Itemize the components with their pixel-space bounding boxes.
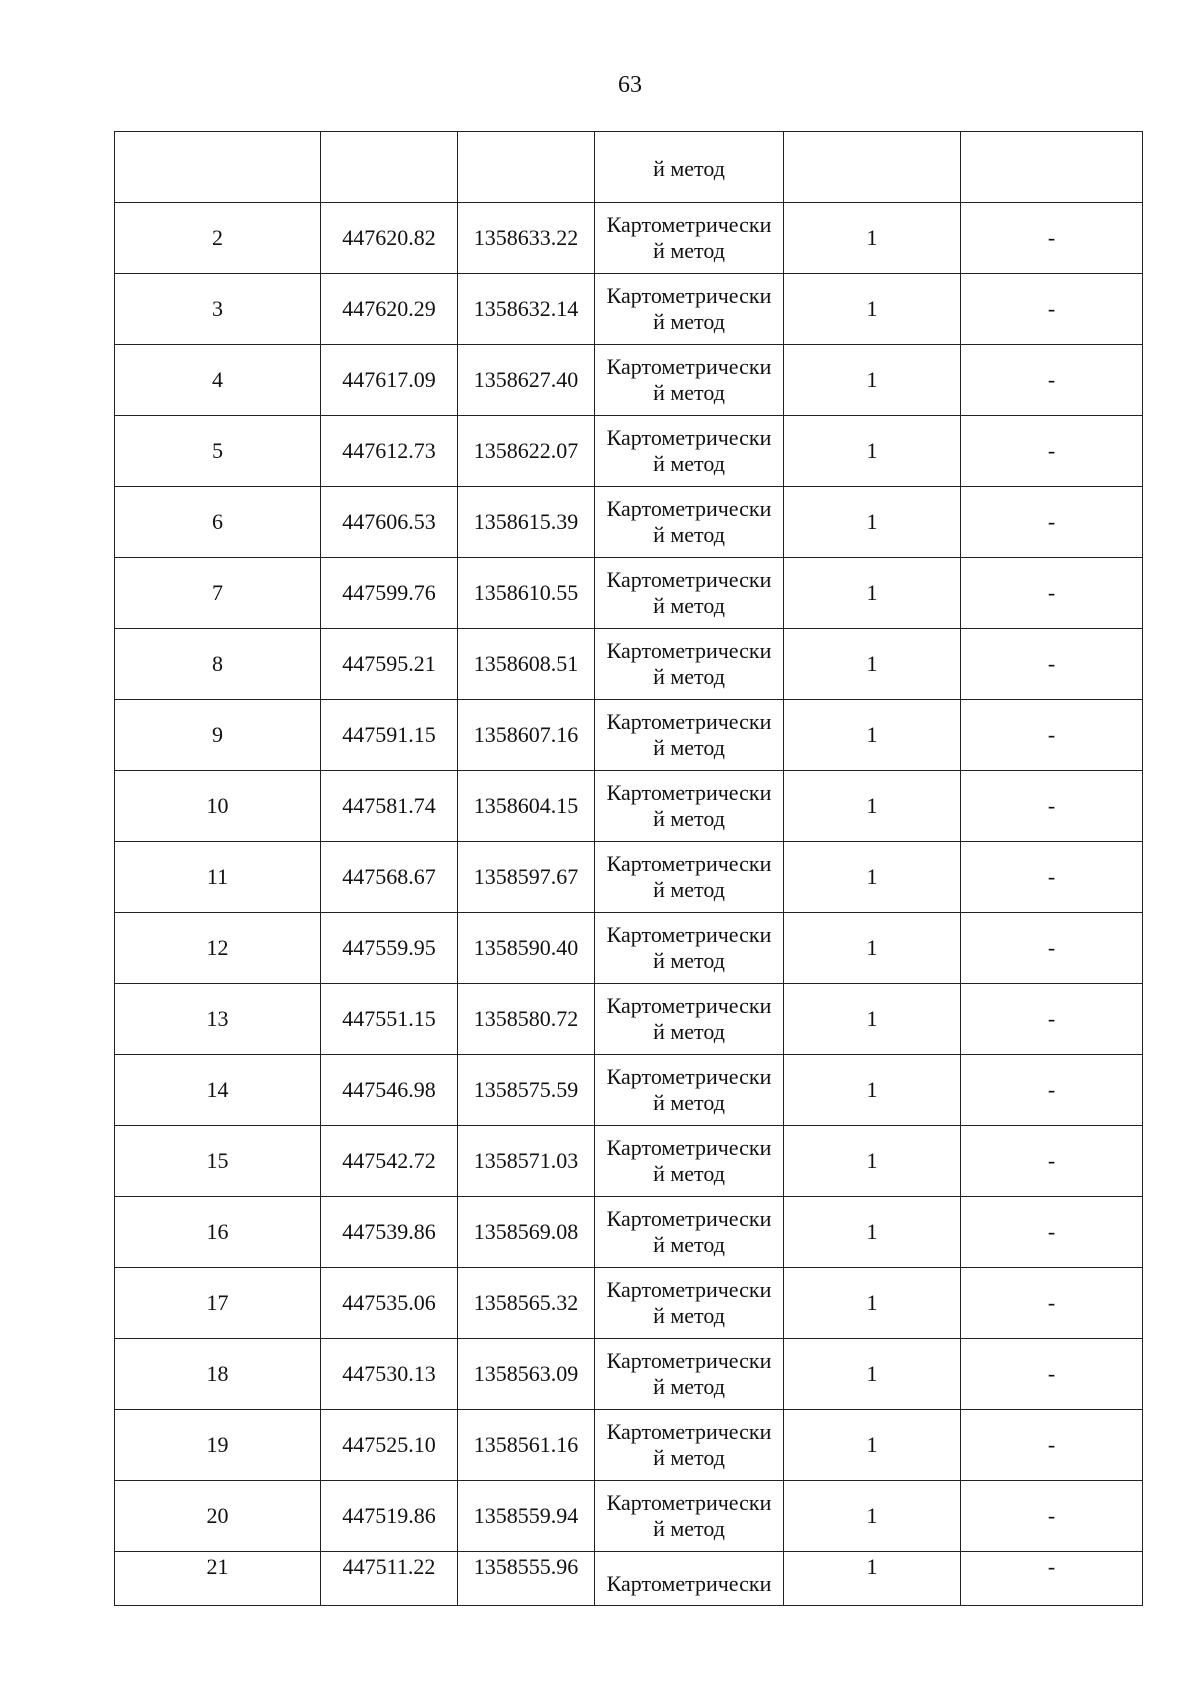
cell-x: 447535.06	[321, 1268, 458, 1339]
table-row	[115, 487, 1143, 558]
method-line-2: й метод	[653, 1445, 725, 1470]
cell-accuracy: 1	[784, 1410, 961, 1481]
cell-method	[595, 984, 784, 1055]
method-line-2: й метод	[653, 1516, 725, 1541]
cell-method	[595, 913, 784, 984]
cell-x: 447519.86	[321, 1481, 458, 1552]
cell-note: -	[961, 1552, 1143, 1606]
cell-accuracy: 1	[784, 1197, 961, 1268]
cell-note: -	[961, 1481, 1143, 1552]
cell-note: -	[961, 1055, 1143, 1126]
table-row	[115, 700, 1143, 771]
cell-method	[595, 1268, 784, 1339]
cell-x: 447612.73	[321, 416, 458, 487]
cell-accuracy: 1	[784, 1339, 961, 1410]
cell-note: -	[961, 1410, 1143, 1481]
cell-x: 447568.67	[321, 842, 458, 913]
method-line-2: й метод	[653, 806, 725, 831]
cell-y: 1358575.59	[458, 1055, 595, 1126]
table-row	[115, 558, 1143, 629]
cell-point-number: 6	[115, 487, 321, 558]
cell-accuracy: 1	[784, 913, 961, 984]
table-row	[115, 842, 1143, 913]
cell-note	[961, 132, 1143, 203]
cell-accuracy: 1	[784, 1268, 961, 1339]
cell-accuracy: 1	[784, 1126, 961, 1197]
cell-note: -	[961, 1197, 1143, 1268]
cell-x: 447530.13	[321, 1339, 458, 1410]
cell-note: -	[961, 1126, 1143, 1197]
cell-method	[595, 416, 784, 487]
method-line-1: Картометрически	[606, 993, 772, 1018]
cell-point-number: 5	[115, 416, 321, 487]
cell-y: 1358615.39	[458, 487, 595, 558]
cell-method	[595, 1339, 784, 1410]
cell-point-number: 17	[115, 1268, 321, 1339]
method-line-2: й метод	[653, 948, 725, 973]
cell-x: 447546.98	[321, 1055, 458, 1126]
method-line-2: й метод	[653, 1232, 725, 1257]
method-line-2: й метод	[653, 1374, 725, 1399]
table-row	[115, 1197, 1143, 1268]
cell-accuracy: 1	[784, 558, 961, 629]
cell-accuracy: 1	[784, 700, 961, 771]
method-line-1: Картометрически	[606, 1419, 772, 1444]
method-line-1: Картометрически	[606, 780, 772, 805]
table-row-last	[115, 1552, 1143, 1606]
method-line-2: й метод	[653, 877, 725, 902]
method-line-2: й метод	[653, 1019, 725, 1044]
cell-note: -	[961, 913, 1143, 984]
cell-point-number: 20	[115, 1481, 321, 1552]
table-row	[115, 345, 1143, 416]
cell-method	[595, 203, 784, 274]
cell-accuracy: 1	[784, 203, 961, 274]
method-line-2: й метод	[653, 522, 725, 547]
cell-note: -	[961, 203, 1143, 274]
cell-method	[595, 487, 784, 558]
cell-y: 1358597.67	[458, 842, 595, 913]
cell-x: 447620.29	[321, 274, 458, 345]
cell-accuracy: 1	[784, 771, 961, 842]
cell-y: 1358632.14	[458, 274, 595, 345]
cell-x: 447620.82	[321, 203, 458, 274]
cell-point-number: 19	[115, 1410, 321, 1481]
cell-point-number: 11	[115, 842, 321, 913]
cell-y: 1358608.51	[458, 629, 595, 700]
cell-method	[595, 345, 784, 416]
cell-note: -	[961, 984, 1143, 1055]
cell-y: 1358604.15	[458, 771, 595, 842]
cell-note: -	[961, 487, 1143, 558]
cell-accuracy: 1	[784, 1552, 961, 1606]
method-line-1: Картометрически	[606, 496, 772, 521]
table-row	[115, 274, 1143, 345]
cell-note: -	[961, 274, 1143, 345]
method-line-1: Картометрически	[606, 354, 772, 379]
cell-method	[595, 629, 784, 700]
cell-x: 447525.10	[321, 1410, 458, 1481]
cell-y	[458, 132, 595, 203]
method-line-1: Картометрически	[606, 922, 772, 947]
cell-point-number	[115, 132, 321, 203]
cell-y: 1358633.22	[458, 203, 595, 274]
cell-method: й метод	[595, 132, 784, 203]
method-line-1: Картометрически	[606, 1206, 772, 1231]
method-line-2: й метод	[653, 593, 725, 618]
table-row	[115, 203, 1143, 274]
cell-x: 447551.15	[321, 984, 458, 1055]
cell-accuracy: 1	[784, 416, 961, 487]
method-line-1: Картометрически	[606, 1348, 772, 1373]
cell-note: -	[961, 558, 1143, 629]
table-row-continuation	[115, 132, 1143, 203]
table-row	[115, 629, 1143, 700]
method-line-1: Картометрически	[606, 1135, 772, 1160]
method-line-1: Картометрически	[606, 851, 772, 876]
cell-x: 447617.09	[321, 345, 458, 416]
table-row	[115, 913, 1143, 984]
cell-method	[595, 1552, 784, 1606]
cell-y: 1358565.32	[458, 1268, 595, 1339]
method-line-1: Картометрически	[606, 638, 772, 663]
cell-note: -	[961, 1339, 1143, 1410]
cell-method	[595, 700, 784, 771]
cell-x: 447606.53	[321, 487, 458, 558]
cell-y: 1358555.96	[458, 1552, 595, 1606]
table-row	[115, 1126, 1143, 1197]
cell-x: 447581.74	[321, 771, 458, 842]
cell-x: 447591.15	[321, 700, 458, 771]
cell-x: 447542.72	[321, 1126, 458, 1197]
cell-accuracy	[784, 132, 961, 203]
method-line-2: й метод	[653, 735, 725, 760]
method-line-2: й метод	[653, 380, 725, 405]
cell-note: -	[961, 771, 1143, 842]
coordinates-table-body	[115, 132, 1143, 1606]
cell-note: -	[961, 842, 1143, 913]
method-line-1: Картометрически	[606, 1277, 772, 1302]
cell-note: -	[961, 629, 1143, 700]
cell-accuracy: 1	[784, 274, 961, 345]
page-number: 63	[618, 72, 642, 98]
table-row	[115, 416, 1143, 487]
cell-x	[321, 132, 458, 203]
table-row	[115, 1268, 1143, 1339]
method-line-1: Картометрически	[606, 283, 772, 308]
cell-point-number: 18	[115, 1339, 321, 1410]
method-line-1: Картометрически	[606, 567, 772, 592]
cell-accuracy: 1	[784, 1055, 961, 1126]
cell-y: 1358590.40	[458, 913, 595, 984]
cell-y: 1358580.72	[458, 984, 595, 1055]
method-line-2: й метод	[653, 664, 725, 689]
cell-y: 1358627.40	[458, 345, 595, 416]
table-row	[115, 771, 1143, 842]
cell-point-number: 9	[115, 700, 321, 771]
table-row	[115, 1410, 1143, 1481]
cell-x: 447539.86	[321, 1197, 458, 1268]
cell-accuracy: 1	[784, 1481, 961, 1552]
cell-point-number: 15	[115, 1126, 321, 1197]
table-row	[115, 1055, 1143, 1126]
cell-accuracy: 1	[784, 984, 961, 1055]
method-line-1: Картометрически	[606, 1571, 772, 1596]
cell-y: 1358610.55	[458, 558, 595, 629]
method-line-2: й метод	[653, 451, 725, 476]
cell-point-number: 21	[115, 1552, 321, 1606]
method-line-2: й метод	[653, 1090, 725, 1115]
cell-y: 1358561.16	[458, 1410, 595, 1481]
cell-x: 447595.21	[321, 629, 458, 700]
cell-y: 1358607.16	[458, 700, 595, 771]
cell-method	[595, 1481, 784, 1552]
cell-point-number: 13	[115, 984, 321, 1055]
method-line-2: й метод	[653, 309, 725, 334]
cell-accuracy: 1	[784, 487, 961, 558]
cell-point-number: 2	[115, 203, 321, 274]
cell-accuracy: 1	[784, 629, 961, 700]
method-line-2: й метод	[653, 1303, 725, 1328]
cell-y: 1358622.07	[458, 416, 595, 487]
cell-method	[595, 771, 784, 842]
method-line-1: Картометрически	[606, 425, 772, 450]
cell-y: 1358569.08	[458, 1197, 595, 1268]
cell-method	[595, 558, 784, 629]
cell-point-number: 7	[115, 558, 321, 629]
cell-x: 447559.95	[321, 913, 458, 984]
cell-method	[595, 274, 784, 345]
cell-point-number: 14	[115, 1055, 321, 1126]
cell-y: 1358571.03	[458, 1126, 595, 1197]
cell-method	[595, 1197, 784, 1268]
table-row	[115, 984, 1143, 1055]
cell-point-number: 12	[115, 913, 321, 984]
method-line-1: Картометрически	[606, 212, 772, 237]
cell-point-number: 4	[115, 345, 321, 416]
cell-method	[595, 842, 784, 913]
table-row	[115, 1339, 1143, 1410]
cell-note: -	[961, 416, 1143, 487]
cell-point-number: 16	[115, 1197, 321, 1268]
cell-note: -	[961, 1268, 1143, 1339]
method-line-1: Картометрически	[606, 1064, 772, 1089]
method-line-2: й метод	[653, 238, 725, 263]
cell-y: 1358559.94	[458, 1481, 595, 1552]
coordinates-table	[114, 131, 1143, 1606]
cell-method	[595, 1126, 784, 1197]
cell-method	[595, 1410, 784, 1481]
cell-note: -	[961, 700, 1143, 771]
cell-accuracy: 1	[784, 842, 961, 913]
cell-accuracy: 1	[784, 345, 961, 416]
cell-point-number: 3	[115, 274, 321, 345]
cell-x: 447511.22	[321, 1552, 458, 1606]
cell-point-number: 10	[115, 771, 321, 842]
table-row	[115, 1481, 1143, 1552]
cell-note: -	[961, 345, 1143, 416]
method-line-1: Картометрически	[606, 709, 772, 734]
method-line-2: й метод	[653, 1161, 725, 1186]
cell-y: 1358563.09	[458, 1339, 595, 1410]
method-line-1: Картометрически	[606, 1490, 772, 1515]
cell-point-number: 8	[115, 629, 321, 700]
cell-x: 447599.76	[321, 558, 458, 629]
cell-method	[595, 1055, 784, 1126]
